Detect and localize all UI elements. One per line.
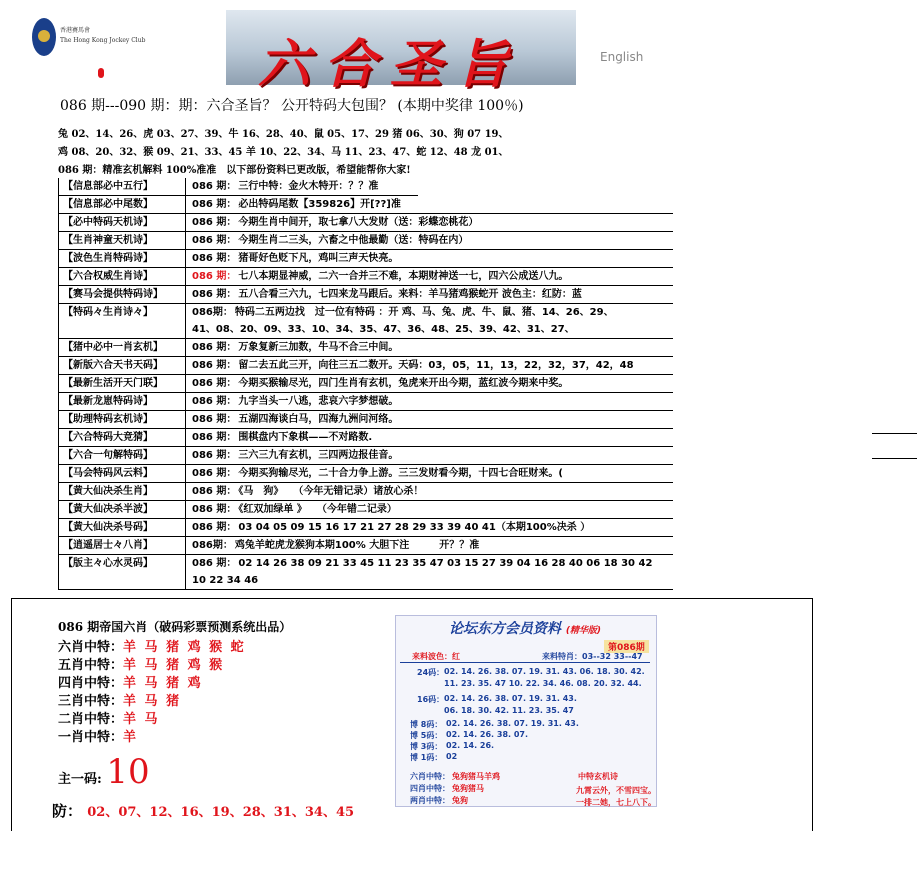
row-text: 三六三九有玄机，三四两边报佳音。 bbox=[238, 450, 399, 461]
card-zodiac-pick-value: 兔狗猪马 bbox=[452, 784, 484, 793]
card-poem-line-1: 九霄云外，不雪四宝。 bbox=[576, 786, 656, 795]
row-prefix: 086 期： bbox=[192, 253, 237, 264]
pick-value: 羊 马 猪 鸡 猴 bbox=[123, 658, 225, 673]
row-prefix: 086 期： bbox=[192, 235, 237, 246]
pick-label: 五肖中特： bbox=[58, 658, 124, 673]
defense-numbers bbox=[52, 800, 354, 821]
row-text: 五湖四海谈白马，四海九洲问河络。 bbox=[238, 414, 399, 425]
row-label: 【波色生肖特码诗】 bbox=[58, 250, 186, 267]
table-row bbox=[58, 411, 673, 429]
table-row bbox=[58, 214, 673, 232]
row-text-continued: 10 22 34 46 bbox=[192, 575, 259, 586]
row-content bbox=[192, 214, 478, 231]
row-text: 特码二五两边找 过一位有特码 ：开 鸡、马、兔、虎、牛、鼠、猪、14、26、29、 bbox=[234, 307, 614, 318]
table-row bbox=[58, 465, 673, 483]
row-prefix: 086 期： bbox=[192, 396, 237, 407]
row-label: 【黄大仙决杀号码】 bbox=[58, 519, 186, 536]
card-bo-value: 02. 14. 26. bbox=[446, 741, 495, 750]
row-prefix: 086 期： bbox=[192, 378, 237, 389]
row-text: 03 04 05 09 15 16 17 21 27 28 29 33 39 40 41（本期100%决杀 ） bbox=[238, 522, 591, 533]
row-content bbox=[192, 250, 398, 267]
table-row bbox=[58, 268, 673, 286]
row-prefix: 086 期： bbox=[192, 558, 237, 569]
row-label: 【赛马会提供特码诗】 bbox=[58, 286, 186, 303]
row-content bbox=[192, 537, 479, 554]
row-label: 【最新生活开天门联】 bbox=[58, 375, 186, 392]
row-label: 【信息部必中五行】 bbox=[58, 178, 186, 195]
row-content bbox=[192, 196, 401, 213]
row-prefix: 086 期： bbox=[192, 181, 237, 192]
row-text: 七八本期显神威，二六一合并三不难，本期财神送一七，四六公成送八九。 bbox=[238, 271, 569, 282]
row-label: 【逍遥居士々八肖】 bbox=[58, 537, 186, 554]
card-code24-line-1: 02. 14. 26. 38. 07. 19. 31. 43. 06. 18. 30. 42. bbox=[444, 667, 645, 676]
card-divider bbox=[400, 662, 650, 663]
zodiac-pick-row bbox=[58, 690, 181, 709]
row-text: 五八合看三六九，七四来龙马跟后。来料：羊马猪鸡猴蛇开 波色主：红防：蓝 bbox=[238, 289, 582, 300]
row-prefix: 086 期： bbox=[192, 360, 237, 371]
row-text: 猪哥好色贬下凡，鸡叫三声天快亮。 bbox=[238, 253, 399, 264]
row-text: 留二去五此三开，向往三五二数开。天码：03，05，11，13，22，32，37，42，48 bbox=[238, 360, 634, 371]
row-content bbox=[192, 357, 634, 374]
row-prefix: 086 期： bbox=[192, 522, 237, 533]
row-content bbox=[192, 483, 423, 500]
row-content bbox=[192, 501, 397, 518]
pick-label: 四肖中特： bbox=[58, 676, 124, 691]
table-row bbox=[58, 483, 673, 501]
pick-value: 羊 马 bbox=[123, 712, 160, 727]
pick-value: 羊 马 猪 鸡 猴 蛇 bbox=[123, 640, 246, 655]
row-label: 【特码々生肖诗々】 bbox=[58, 304, 186, 338]
defense-label: 防： bbox=[52, 802, 83, 820]
row-content bbox=[192, 411, 398, 428]
row-label: 【助理特码玄机诗】 bbox=[58, 411, 186, 428]
zodiac-pick-row bbox=[58, 654, 224, 673]
card-source-wave: 来料波色：红 bbox=[412, 652, 460, 661]
row-content bbox=[192, 393, 398, 410]
card-edition: (精华版) bbox=[565, 626, 602, 636]
card-code16-line-2: 06. 18. 30. 42. 11. 23. 35. 47 bbox=[444, 706, 574, 715]
card-title-text: 论坛东方会员资料 bbox=[448, 621, 561, 637]
table-row bbox=[58, 339, 673, 357]
card-source-special: 来料特肖：03--32 33--47 bbox=[542, 652, 643, 661]
row-content bbox=[192, 178, 378, 195]
row-label: 【黄大仙决杀半波】 bbox=[58, 501, 186, 518]
row-text: 万象复新三加数，牛马不合三中间。 bbox=[238, 342, 399, 353]
zodiac-numbers-line-2: 鸡 08、20、32、猴 09、21、33、45 羊 10、22、34、马 11、23、47、蛇 12、48 龙 01、 bbox=[58, 147, 509, 158]
zodiac-pick-row bbox=[58, 708, 160, 727]
jockey-club-logo-text: 香港賽馬會 The Hong Kong Jockey Club bbox=[60, 27, 146, 44]
row-label: 【猪中必中一肖玄机】 bbox=[58, 339, 186, 356]
card-code24-label: 24码： bbox=[417, 668, 445, 677]
card-bo-value: 02 bbox=[446, 752, 458, 761]
card-zodiac-pick-label: 六肖中特： bbox=[410, 772, 450, 781]
panel-title: 086 期帝国六肖（破码彩票预测系统出品） bbox=[58, 620, 292, 634]
row-text: 围棋盘内下象棋——不对路数. bbox=[238, 432, 373, 443]
pick-label: 三肖中特： bbox=[58, 694, 124, 709]
row-label: 【信息部必中尾数】 bbox=[58, 196, 186, 213]
row-prefix: 086 期： bbox=[192, 432, 237, 443]
row-label: 【生肖神童天机诗】 bbox=[58, 232, 186, 249]
row-prefix: 086 期： bbox=[192, 217, 237, 228]
row-content bbox=[192, 339, 398, 356]
table-row bbox=[58, 555, 673, 590]
row-prefix: 086 期： bbox=[192, 468, 237, 479]
pick-value: 羊 马 猪 bbox=[123, 694, 182, 709]
card-zodiac-pick-label: 四肖中特： bbox=[410, 784, 450, 793]
row-prefix: 086 期： bbox=[192, 199, 237, 210]
row-label: 【马会特码风云料】 bbox=[58, 465, 186, 482]
row-text: 今期生肖中间开，取七拿八大发财（送：彩蝶恋桃花） bbox=[238, 217, 479, 228]
row-label: 【六合权威生肖诗】 bbox=[58, 268, 186, 285]
card-zodiac-pick-label: 两肖中特： bbox=[410, 796, 450, 805]
row-content bbox=[192, 555, 652, 572]
row-text: 今期生肖二三头，六畜之中他最勤（送：特码在内） bbox=[238, 235, 469, 246]
table-row bbox=[58, 178, 418, 196]
zodiac-pick-row bbox=[58, 672, 203, 691]
table-row bbox=[58, 393, 673, 411]
zodiac-numbers-line-1: 兔 02、14、26、虎 03、27、39、牛 16、28、40、鼠 05、17、29 猪 06、30、狗 07 19、 bbox=[58, 129, 509, 140]
table-row bbox=[58, 501, 673, 519]
row-content bbox=[192, 304, 614, 321]
row-label: 【六合特码大竞猜】 bbox=[58, 429, 186, 446]
row-prefix: 086期： bbox=[192, 540, 233, 551]
row-content bbox=[192, 268, 568, 285]
card-title bbox=[397, 618, 653, 640]
row-prefix: 086 期： bbox=[192, 486, 237, 497]
row-text: 《马 狗》 （今年无错记录）诸放心杀！ bbox=[238, 486, 424, 497]
decorative-dot bbox=[98, 68, 104, 78]
row-text: 三行中特：金火木特开：？？准 bbox=[238, 181, 379, 192]
row-label: 【黄大仙决杀生肖】 bbox=[58, 483, 186, 500]
table-row bbox=[58, 447, 673, 465]
row-prefix: 086 期： bbox=[192, 504, 237, 515]
row-content bbox=[192, 286, 582, 303]
row-label: 【六合一句解特码】 bbox=[58, 447, 186, 464]
pick-label: 一肖中特： bbox=[58, 730, 124, 745]
table-row bbox=[58, 286, 673, 304]
row-prefix: 086 期： bbox=[192, 450, 237, 461]
main-code-value: 10 bbox=[106, 752, 150, 792]
table-row bbox=[58, 304, 673, 339]
row-prefix: 086 期： bbox=[192, 342, 237, 353]
row-text: 今期买猴输尽光，四门生肖有玄机，兔虎来开出今期，蓝红波今期来中奖。 bbox=[238, 378, 569, 389]
card-bo-label: 博 3码： bbox=[410, 742, 443, 751]
card-bo-value: 02. 14. 26. 38. 07. bbox=[446, 730, 528, 739]
row-text: 鸡兔羊蛇虎龙猴狗本期100% 大胆下注 开？？准 bbox=[234, 540, 480, 551]
main-code-label: 主一码: bbox=[58, 772, 102, 787]
row-text-continued: 41、08、20、09、33、10、34、35、47、36、48、25、39、42、31、27、 bbox=[192, 324, 575, 335]
row-text: 02 14 26 38 09 21 33 45 11 23 35 47 03 15 27 39 04 16 28 40 06 18 30 42 bbox=[238, 558, 653, 569]
zodiac-pick-row bbox=[58, 726, 138, 745]
table-row bbox=[58, 196, 673, 214]
table-row bbox=[58, 519, 673, 537]
english-link[interactable]: English bbox=[600, 50, 644, 64]
divider bbox=[872, 433, 917, 434]
row-content bbox=[192, 465, 563, 482]
row-prefix: 086 期： bbox=[192, 414, 237, 425]
row-label: 【必中特码天机诗】 bbox=[58, 214, 186, 231]
card-zodiac-pick-value: 兔狗猪马羊鸡 bbox=[452, 772, 500, 781]
defense-value: 02、07、12、16、19、28、31、34、45 bbox=[87, 805, 355, 820]
card-poem-title: 中特玄机诗 bbox=[578, 772, 618, 781]
table-row bbox=[58, 357, 673, 375]
table-row bbox=[58, 232, 673, 250]
row-prefix: 086期： bbox=[192, 307, 233, 318]
table-row bbox=[58, 375, 673, 393]
row-prefix: 086 期： bbox=[192, 271, 237, 282]
zodiac-pick-row bbox=[58, 636, 246, 655]
pick-value: 羊 马 猪 鸡 bbox=[123, 676, 203, 691]
pick-label: 六肖中特： bbox=[58, 640, 124, 655]
card-code24-line-2: 11. 23. 35. 47 10. 22. 34. 46. 08. 20. 32. 44. bbox=[444, 679, 642, 688]
card-code16-label: 16码： bbox=[417, 695, 445, 704]
table-row bbox=[58, 537, 673, 555]
table-row bbox=[58, 250, 673, 268]
row-prefix: 086 期： bbox=[192, 289, 237, 300]
card-bo-label: 博 1码： bbox=[410, 753, 443, 762]
row-content bbox=[192, 519, 590, 536]
row-text: 《红双加绿单 》 （今年错二记录） bbox=[238, 504, 397, 515]
row-label: 【最新龙崽特码诗】 bbox=[58, 393, 186, 410]
row-content bbox=[192, 447, 398, 464]
card-poem-line-2: 一排二她，七上八下。 bbox=[576, 798, 656, 807]
banner-title: 六合圣旨 bbox=[258, 34, 523, 95]
card-code16-line-1: 02. 14. 26. 38. 07. 19. 31. 43. bbox=[444, 694, 577, 703]
row-text: 必出特码尾数【359826】开[??]准 bbox=[238, 199, 401, 210]
row-label: 【版主々心水灵码】 bbox=[58, 555, 186, 589]
notice-line: 086 期：精准玄机解料 100%准准 以下部份资料已更改版，希望能帮你大家! bbox=[58, 165, 411, 176]
row-content bbox=[192, 375, 568, 392]
card-issue-badge: 第086期 bbox=[604, 640, 649, 653]
jockey-club-logo-icon bbox=[32, 18, 56, 56]
card-bo-label: 博 8码： bbox=[410, 720, 443, 729]
card-bo-value: 02. 14. 26. 38. 07. 19. 31. 43. bbox=[446, 719, 579, 728]
table-row bbox=[58, 429, 673, 447]
page-headline: 086 期---090 期：期：六合圣旨？ 公开特码大包围？ (本期中奖律 100％) bbox=[60, 98, 524, 114]
row-content bbox=[192, 429, 372, 446]
row-text: 今期买狗输尽光，二十合力争上游。三三发财看今期，十四七合旺财来。( bbox=[238, 468, 563, 479]
pick-label: 二肖中特： bbox=[58, 712, 124, 727]
main-code bbox=[58, 752, 150, 792]
card-zodiac-pick-value: 兔狗 bbox=[452, 796, 468, 805]
row-content bbox=[192, 232, 468, 249]
divider bbox=[872, 458, 917, 459]
card-bo-label: 博 5码： bbox=[410, 731, 443, 740]
row-text: 九字当头一八逃，悲哀六字梦想破。 bbox=[238, 396, 399, 407]
row-label: 【新版六合天书天码】 bbox=[58, 357, 186, 374]
pick-value: 羊 bbox=[123, 730, 139, 745]
